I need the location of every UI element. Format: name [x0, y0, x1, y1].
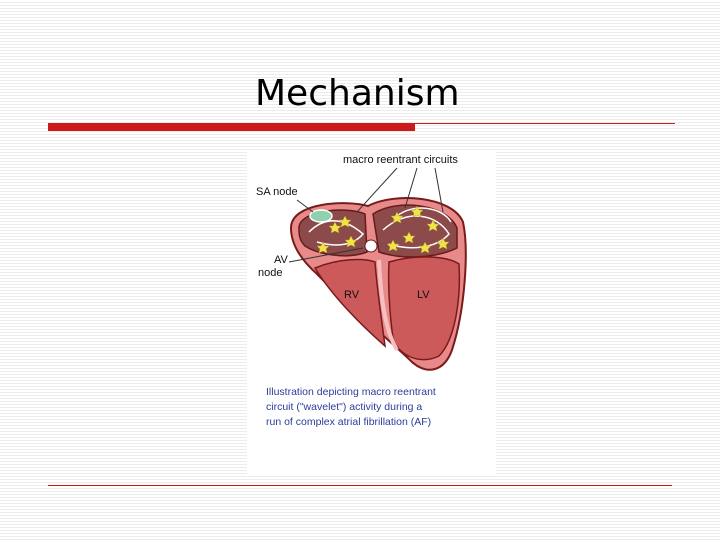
label-rv: RV: [344, 289, 360, 301]
title-accent-bar: [48, 123, 415, 131]
label-av-node: node: [258, 267, 283, 279]
right-ventricle: [315, 260, 385, 346]
av-node: [365, 240, 377, 252]
label-lv: LV: [417, 289, 430, 301]
slide-title: Mechanism: [255, 73, 460, 114]
title-divider-line: [415, 123, 675, 124]
footer-divider-line: [48, 485, 672, 486]
label-sa-node: SA node: [256, 186, 298, 198]
caption-line: circuit ("wavelet") activity during a: [266, 401, 423, 413]
label-av: AV: [274, 254, 288, 266]
heart-af-illustration: [247, 150, 496, 476]
caption-line: run of complex atrial fibrillation (AF): [266, 416, 432, 428]
figure-caption: [266, 385, 494, 430]
caption-line: Illustration depicting macro reentrant: [266, 386, 436, 398]
sa-node: [310, 210, 332, 222]
label-macro-reentrant-circuits: macro reentrant circuits: [343, 154, 458, 166]
